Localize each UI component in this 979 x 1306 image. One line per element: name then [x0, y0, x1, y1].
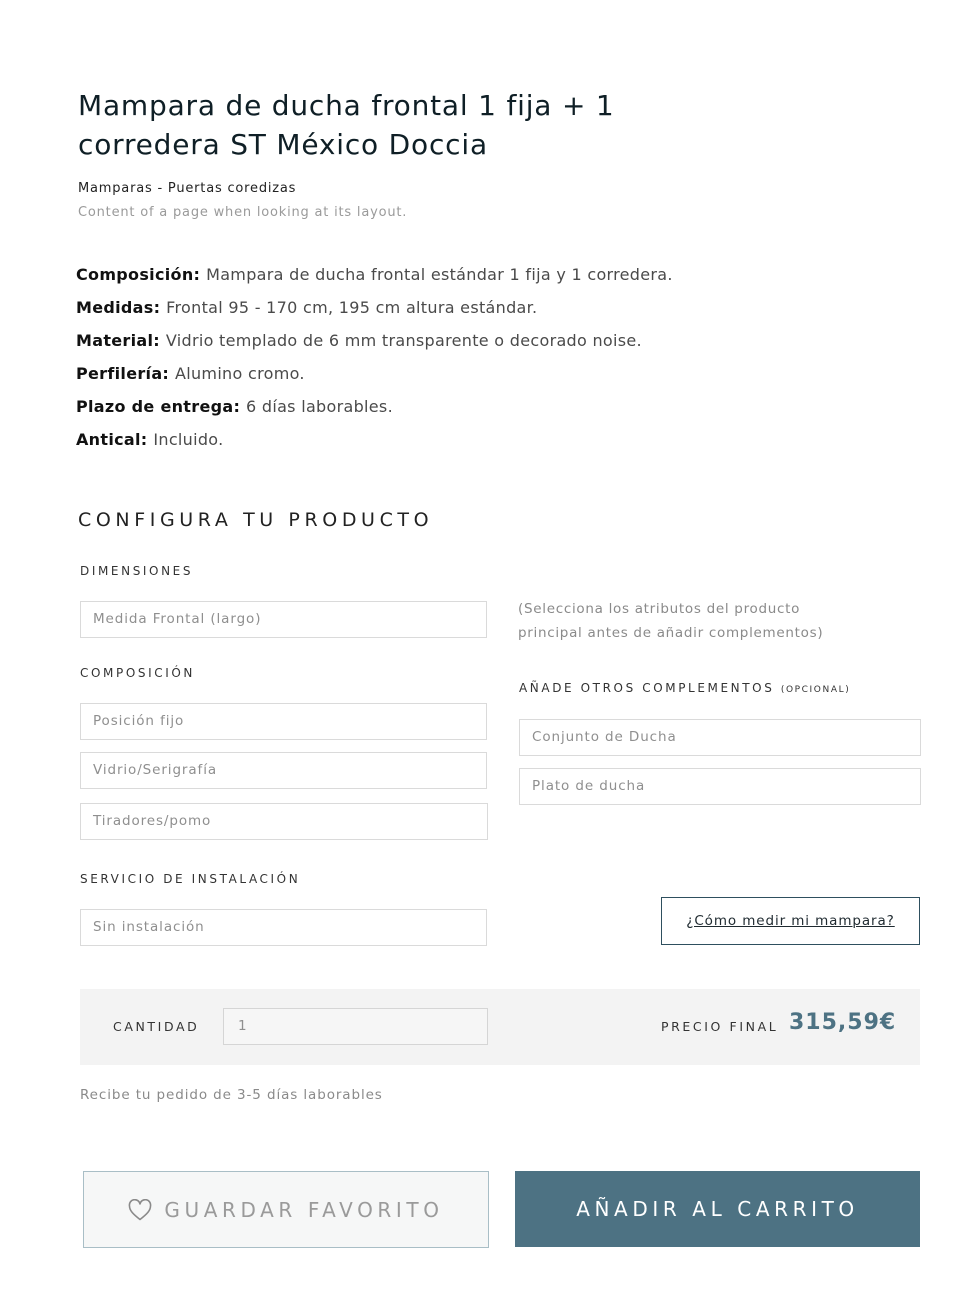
installation-label: SERVICIO DE INSTALACIÓN: [80, 872, 301, 886]
dimensions-label: DIMENSIONES: [80, 564, 194, 578]
spec-key: Antical:: [76, 430, 148, 449]
spec-key: Medidas:: [76, 298, 161, 317]
spec-key: Material:: [76, 331, 160, 350]
breadcrumb[interactable]: Mamparas - Puertas coredizas: [78, 181, 297, 196]
spec-measures: [76, 291, 673, 324]
spec-value: Mampara de ducha frontal estándar 1 fija y 1 corredera.: [206, 265, 673, 284]
product-title: Mampara de ducha frontal 1 fija + 1 corredera ST México Doccia: [78, 89, 615, 161]
final-price: 315,59€: [789, 1010, 897, 1035]
installation-select[interactable]: Sin instalación: [80, 909, 487, 946]
spec-key: Composición:: [76, 265, 201, 284]
shower-set-select[interactable]: Conjunto de Ducha: [519, 719, 921, 756]
quantity-label: CANTIDAD: [113, 1019, 200, 1034]
shower-tray-select[interactable]: Plato de ducha: [519, 768, 921, 805]
spec-key: Plazo de entrega:: [76, 397, 241, 416]
configurator-heading: CONFIGURA TU PRODUCTO: [78, 509, 434, 531]
product-subtitle: Content of a page when looking at its layout.: [78, 205, 408, 220]
spec-value: 6 días laborables.: [246, 397, 393, 416]
spec-value: Alumino cromo.: [175, 364, 305, 383]
final-price-label: PRECIO FINAL: [661, 1019, 779, 1034]
fixed-position-select[interactable]: Posición fijo: [80, 703, 487, 740]
complements-label: [519, 681, 850, 695]
add-to-cart-button[interactable]: [515, 1171, 920, 1247]
complements-note: (Selecciona los atributos del producto principal antes de añadir complementos): [518, 601, 824, 641]
add-to-cart-label: AÑADIR AL CARRITO: [576, 1197, 859, 1221]
delivery-note: Recibe tu pedido de 3-5 días laborables: [80, 1087, 383, 1103]
spec-key: Perfilería:: [76, 364, 170, 383]
complements-optional-label: (OPCIONAL): [780, 685, 851, 695]
spec-value: Incluido.: [153, 430, 224, 449]
spec-delivery: [76, 390, 673, 423]
save-favorite-label: GUARDAR FAVORITO: [164, 1197, 444, 1222]
spec-material: [76, 324, 673, 357]
how-to-measure-button[interactable]: ¿Cómo medir mi mampara?: [661, 897, 920, 945]
handles-select[interactable]: Tiradores/pomo: [80, 803, 488, 840]
frontal-measure-select[interactable]: Medida Frontal (largo): [80, 601, 487, 638]
glass-select[interactable]: Vidrio/Serigrafía: [80, 752, 487, 789]
spec-antical: [76, 423, 673, 456]
quantity-input[interactable]: 1: [223, 1008, 488, 1045]
spec-value: Vidrio templado de 6 mm transparente o decorado noise.: [165, 331, 642, 350]
complements-label-text: AÑADE OTROS COMPLEMENTOS: [519, 681, 775, 695]
composition-label: COMPOSICIÓN: [80, 666, 195, 680]
quantity-price-bar: [80, 989, 920, 1065]
heart-icon: [128, 1199, 152, 1221]
spec-composition: [76, 258, 673, 291]
spec-list: [76, 258, 673, 456]
spec-value: Frontal 95 - 170 cm, 195 cm altura estándar.: [166, 298, 538, 317]
spec-profile: [76, 357, 673, 390]
save-favorite-button[interactable]: [83, 1171, 489, 1248]
